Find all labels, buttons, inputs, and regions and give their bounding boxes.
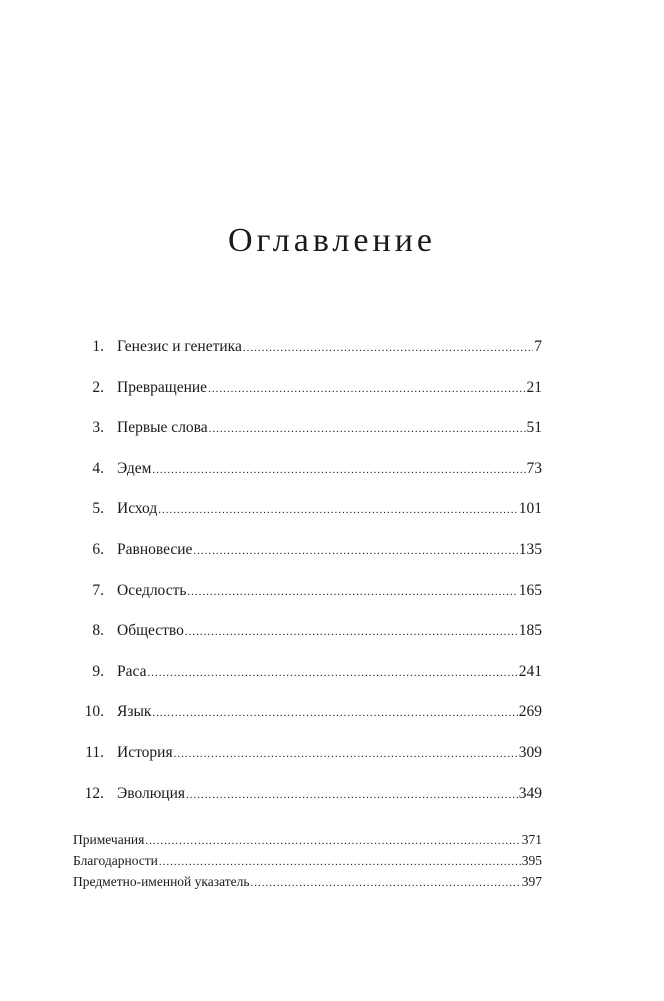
chapter-number: 5. xyxy=(92,500,104,518)
chapter-title: Язык xyxy=(117,703,152,721)
chapter-title: Равновесие xyxy=(117,540,193,558)
toc-entry[interactable] xyxy=(74,500,542,541)
page-number: 101 xyxy=(518,500,542,518)
chapter-title: Исход xyxy=(117,500,158,518)
dot-leader xyxy=(193,545,517,557)
page-number: 135 xyxy=(518,540,542,558)
toc-entry[interactable] xyxy=(74,703,542,744)
section-title: Предметно-именной указатель xyxy=(73,874,250,889)
toc-entry[interactable] xyxy=(74,622,542,663)
dot-leader xyxy=(185,626,518,638)
chapter-number: 9. xyxy=(92,662,104,680)
page-number: 51 xyxy=(526,419,542,437)
chapter-list xyxy=(74,338,542,825)
page-number: 269 xyxy=(518,703,542,721)
chapter-title: Раса xyxy=(117,662,147,680)
dot-leader xyxy=(158,504,518,516)
toc-entry[interactable] xyxy=(73,853,542,874)
page-title: Оглавление xyxy=(228,222,436,259)
chapter-title: Оседлость xyxy=(117,581,187,599)
page-number: 309 xyxy=(518,743,542,761)
page-number: 7 xyxy=(534,338,542,355)
toc-entry[interactable] xyxy=(74,419,542,460)
chapter-title: Эдем xyxy=(117,459,152,477)
chapter-number: 4. xyxy=(92,459,104,477)
dot-leader xyxy=(147,667,517,679)
section-title: Примечания xyxy=(73,832,145,847)
chapter-title: Генезис и генетика xyxy=(117,338,242,355)
chapter-number: 1. xyxy=(92,338,104,355)
chapter-title: Первые слова xyxy=(117,419,208,437)
dot-leader xyxy=(251,877,521,889)
toc-entry[interactable] xyxy=(74,541,542,582)
page-number: 349 xyxy=(518,784,542,802)
back-matter-list xyxy=(73,832,542,895)
dot-leader xyxy=(209,423,526,435)
toc-entry[interactable] xyxy=(73,832,542,853)
dot-leader xyxy=(186,789,518,801)
dot-leader xyxy=(159,856,521,868)
page-number: 241 xyxy=(518,662,542,680)
chapter-number: 6. xyxy=(92,540,104,558)
page-number: 165 xyxy=(518,581,542,599)
page-number: 395 xyxy=(521,853,542,868)
dot-leader xyxy=(152,707,517,719)
chapter-title: Превращение xyxy=(117,378,208,396)
chapter-number: 10. xyxy=(84,703,104,721)
section-title: Благодарности xyxy=(73,853,158,868)
toc-entry[interactable] xyxy=(74,663,542,704)
toc-entry[interactable] xyxy=(74,379,542,420)
page-number: 397 xyxy=(521,874,542,889)
toc-entry[interactable] xyxy=(73,874,542,895)
dot-leader xyxy=(174,748,518,760)
chapter-title: История xyxy=(117,743,173,761)
dot-leader xyxy=(208,383,525,395)
dot-leader xyxy=(145,835,520,847)
chapter-title: Общество xyxy=(117,622,184,640)
toc-entry[interactable] xyxy=(74,582,542,623)
page-number: 21 xyxy=(526,378,542,396)
chapter-number: 8. xyxy=(92,622,104,640)
chapter-number: 2. xyxy=(92,378,104,396)
page-number: 371 xyxy=(521,832,542,847)
dot-leader xyxy=(187,586,517,598)
chapter-number: 11. xyxy=(85,743,104,761)
chapter-number: 7. xyxy=(92,581,104,599)
toc-entry[interactable] xyxy=(74,785,542,826)
dot-leader xyxy=(152,464,525,476)
dot-leader xyxy=(243,342,533,354)
page-number: 185 xyxy=(518,622,542,640)
chapter-number: 3. xyxy=(92,419,104,437)
chapter-number: 12. xyxy=(84,784,104,802)
toc-entry[interactable] xyxy=(74,338,542,379)
toc-entry[interactable] xyxy=(74,744,542,785)
chapter-title: Эволюция xyxy=(117,784,186,802)
toc-entry[interactable] xyxy=(74,460,542,501)
page-number: 73 xyxy=(526,459,542,477)
